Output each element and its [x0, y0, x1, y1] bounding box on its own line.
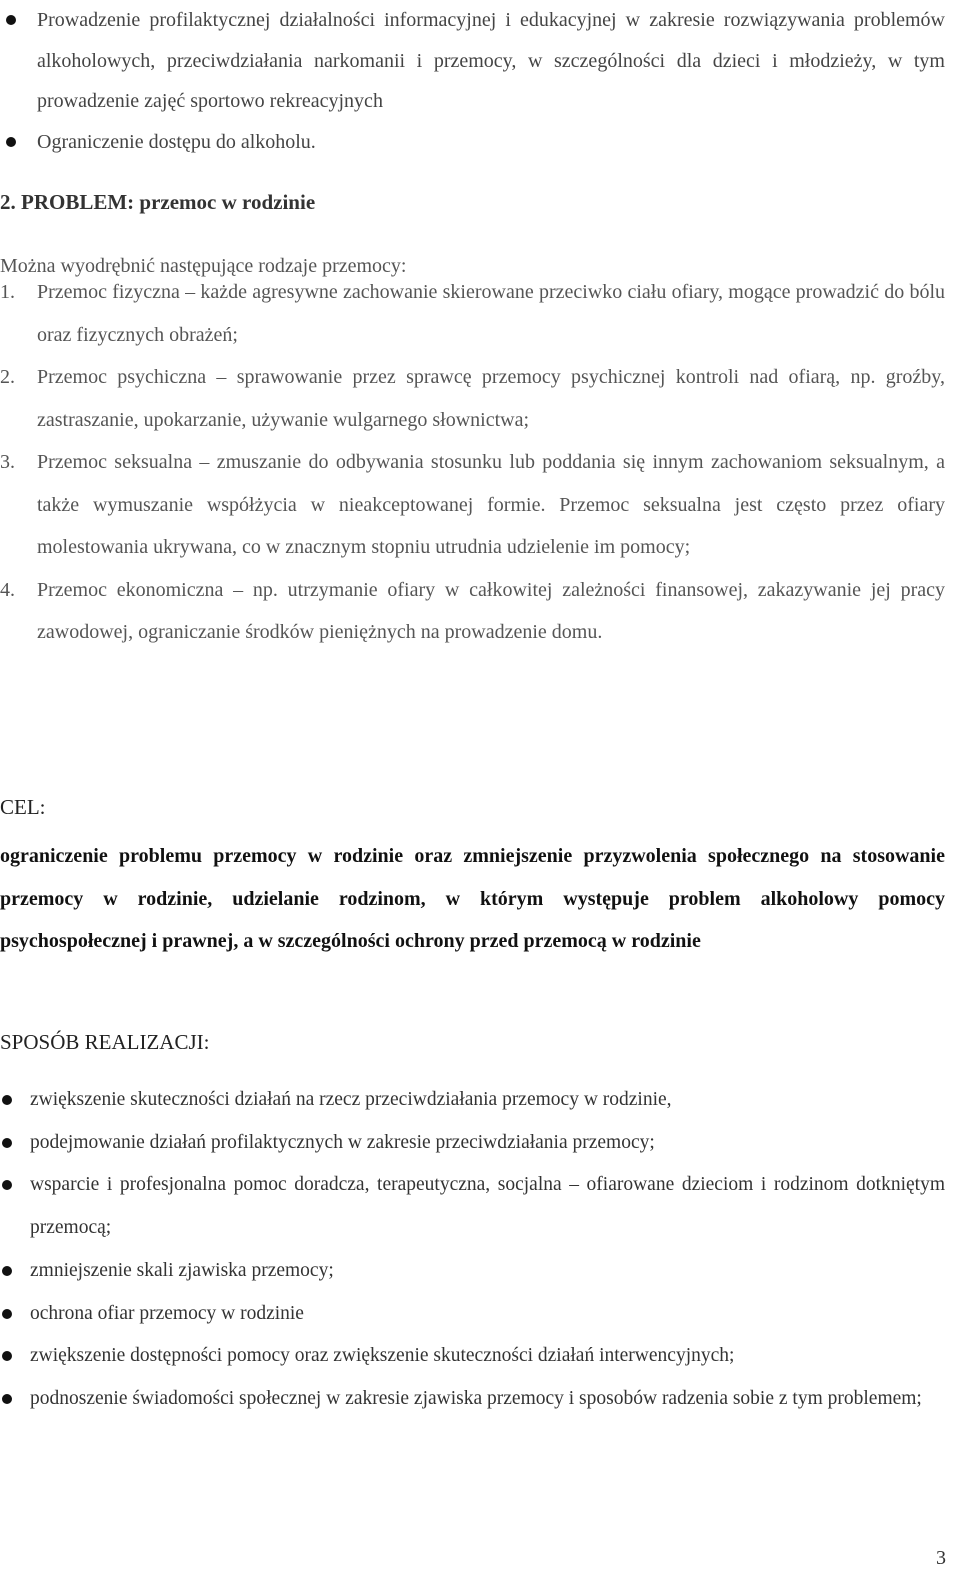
list-item	[0, 1079, 945, 1122]
list-item	[0, 1164, 945, 1249]
list-item-text: Prowadzenie profilaktycznej działalności informacyjnej i edukacyjnej w zakresie rozwiązywania problemów alkoholowych, przeciwdziałania narkomanii i przemocy, w szczególności dla dzieci i młodzieży, w tym prowadzenie zajęć sportowo rekreacyjnych	[37, 9, 945, 112]
list-item	[0, 1122, 945, 1165]
violence-types-list	[0, 271, 945, 654]
list-item-text: zwiększenie skuteczności działań na rzecz przeciwdziałania przemocy w rodzinie,	[30, 1089, 672, 1110]
list-item-number: 2.	[0, 366, 15, 388]
goal-heading: CEL:	[0, 795, 46, 819]
list-item-number: 1.	[0, 281, 15, 303]
implementation-heading: SPOSÓB REALIZACJI:	[0, 1030, 210, 1054]
list-item-text: zmniejszenie skali zjawiska przemocy;	[30, 1259, 334, 1281]
bullet-icon	[2, 1095, 12, 1105]
bullet-icon	[2, 1138, 12, 1148]
bullet-icon	[2, 1351, 12, 1361]
list-item	[0, 1293, 945, 1336]
list-item-number: 3.	[0, 451, 15, 473]
list-item-text: Przemoc ekonomiczna – np. utrzymanie ofiary w całkowitej zależności finansowej, zakazywanie jej pracy zawodowej, ograniczanie środków pieniężnych na prowadzenie domu.	[37, 578, 945, 643]
list-item-number: 4.	[0, 578, 15, 601]
list-item	[0, 1250, 945, 1293]
page-number: 3	[936, 1547, 946, 1569]
intro-text: Można wyodrębnić następujące rodzaje przemocy:	[0, 255, 407, 277]
bullet-icon	[2, 1266, 12, 1276]
goal-text: ograniczenie problemu przemocy w rodzinie oraz zmniejszenie przyzwolenia społecznego na stosowanie przemocy w rodzinie, udzielanie rodzinom, w którym występuje problem alkoholowy pomocy psychospołecznej i prawnej, a w szczególności ochrony przed przemocą w rodzinie	[0, 845, 945, 952]
list-item	[0, 1378, 945, 1421]
bullet-icon	[6, 15, 16, 25]
bullet-icon	[6, 137, 16, 147]
list-item	[0, 441, 945, 569]
list-item-text: ochrona ofiar przemocy w rodzinie	[30, 1302, 304, 1324]
bullet-icon	[2, 1309, 12, 1319]
list-item	[0, 1335, 945, 1378]
list-item	[0, 356, 945, 441]
list-item-text: Ograniczenie dostępu do alkoholu.	[37, 130, 316, 153]
list-item	[0, 271, 945, 356]
list-item-text: Przemoc fizyczna – każde agresywne zachowanie skierowane przeciwko ciału ofiary, mogące prowadzić do bólu oraz fizycznych obrażeń;	[37, 281, 945, 346]
list-item-text: wsparcie i profesjonalna pomoc doradcza, terapeutyczna, socjalna – ofiarowane dzieciom i rodzinom dotkniętym przemocą;	[30, 1174, 945, 1239]
problem-heading: 2. PROBLEM: przemoc w rodzinie	[0, 190, 316, 214]
top-bullet-list	[0, 0, 945, 162]
implementation-list	[0, 1079, 945, 1421]
list-item-text: Przemoc seksualna – zmuszanie do odbywania stosunku lub poddania się innym zachowaniom seksualnym, a także wymuszanie współżycia w nieakceptowanej formie. Przemoc seksualna jest często przez ofiary molestowania ukrywana, co w znacznym stopniu utrudnia udzielenie im pomocy;	[37, 451, 945, 558]
list-item	[0, 122, 945, 163]
bullet-icon	[2, 1394, 12, 1404]
list-item-text: zwiększenie dostępności pomocy oraz zwiększenie skuteczności działań interwencyjnych;	[30, 1345, 735, 1367]
list-item	[0, 569, 945, 654]
list-item	[0, 0, 945, 122]
list-item-text: podejmowanie działań profilaktycznych w zakresie przeciwdziałania przemocy;	[30, 1131, 655, 1153]
bullet-icon	[2, 1180, 12, 1190]
list-item-text: Przemoc psychiczna – sprawowanie przez sprawcę przemocy psychicznej kontroli nad ofiarą, np. groźby, zastraszanie, upokarzanie, używanie wulgarnego słownictwa;	[37, 366, 945, 431]
list-item-text: podnoszenie świadomości społecznej w zakresie zjawiska przemocy i sposobów radzenia sobie z tym problemem;	[30, 1387, 922, 1409]
